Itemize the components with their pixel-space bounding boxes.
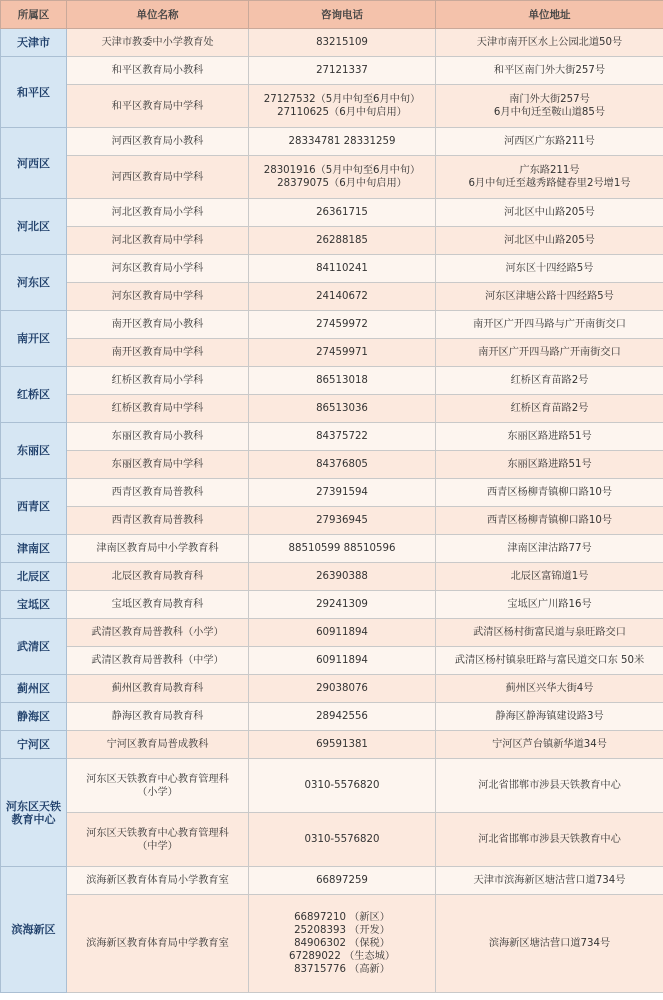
table-row	[1, 813, 663, 867]
unit-name-cell	[67, 507, 249, 535]
district-cell: 河北区	[1, 199, 67, 255]
table-row	[1, 339, 663, 367]
phone-cell	[249, 156, 436, 199]
table-row	[1, 535, 663, 563]
unit-name-cell	[67, 451, 249, 479]
header-unit-name: 单位名称	[67, 1, 249, 29]
phone-cell-line: 0310-5576820	[304, 780, 380, 791]
address-cell-line: 宝坻区广川路16号	[507, 599, 592, 610]
phone-cell-line: 27127532（5月中旬至6月中旬）	[263, 94, 421, 105]
unit-name-cell	[67, 311, 249, 339]
unit-name-cell-line: 河东区教育局小学科	[111, 263, 204, 274]
unit-name-cell-line: 蓟州区教育局教育科	[111, 683, 204, 694]
address-cell	[436, 647, 663, 675]
header-row	[1, 1, 663, 29]
address-cell-line: 天津市南开区水上公园北道50号	[476, 37, 623, 48]
phone-cell-line: 60911894	[316, 655, 368, 666]
phone-cell	[249, 563, 436, 591]
district-cell: 津南区	[1, 535, 67, 563]
table-row	[1, 255, 663, 283]
unit-name-cell-line: 和平区教育局中学科	[111, 100, 204, 112]
address-cell-line: 西青区杨柳青镇柳口路10号	[486, 515, 613, 526]
unit-name-cell-line: 宁河区教育局普成教科	[106, 739, 209, 750]
address-cell-line: 6月中旬迁至鞍山道85号	[493, 107, 606, 118]
table-row	[1, 731, 663, 759]
address-cell-line: 东丽区路进路51号	[507, 431, 592, 442]
unit-name-cell-line: 东丽区教育局中学科	[111, 459, 204, 470]
address-cell-line: 广东路211号	[519, 165, 580, 176]
table-row	[1, 199, 663, 227]
phone-cell-line: 26361715	[316, 207, 368, 218]
address-cell	[436, 156, 663, 199]
address-cell-line: 滨海新区塘沽营口道734号	[488, 938, 611, 949]
address-cell	[436, 423, 663, 451]
phone-cell	[249, 29, 436, 57]
address-cell-line: 武清区杨村镇泉旺路与富民道交口东 50米	[454, 655, 645, 666]
district-cell: 西青区	[1, 479, 67, 535]
district-cell: 武清区	[1, 619, 67, 675]
unit-name-cell-line: 河西区教育局小教科	[111, 136, 204, 147]
unit-name-cell-line: 河东区天铁教育中心教育管理科	[86, 827, 229, 839]
unit-name-cell	[67, 619, 249, 647]
address-cell-line: 北辰区富锦道1号	[510, 571, 589, 582]
table-body	[1, 29, 663, 993]
unit-name-cell	[67, 29, 249, 57]
table-row	[1, 563, 663, 591]
phone-cell	[249, 367, 436, 395]
address-cell	[436, 759, 663, 813]
unit-name-cell	[67, 703, 249, 731]
address-cell	[436, 283, 663, 311]
address-cell	[436, 507, 663, 535]
table-row	[1, 591, 663, 619]
unit-name-cell	[67, 156, 249, 199]
address-cell	[436, 731, 663, 759]
phone-cell-line: 26288185	[316, 235, 368, 246]
unit-name-cell-line: 滨海新区教育体育局中学教育室	[86, 938, 229, 949]
unit-name-cell	[67, 591, 249, 619]
phone-cell	[249, 255, 436, 283]
address-cell-line: 津南区津沽路77号	[507, 543, 592, 554]
table-row	[1, 647, 663, 675]
phone-cell	[249, 867, 436, 895]
district-cell: 宁河区	[1, 731, 67, 759]
district-cell: 河西区	[1, 128, 67, 199]
unit-name-cell-line: 河东区天铁教育中心教育管理科	[86, 773, 229, 785]
district-cell: 河东区天铁教育中心	[1, 759, 67, 867]
phone-cell-line: 0310-5576820	[304, 834, 380, 845]
phone-cell-line: 28942556	[316, 711, 368, 722]
unit-name-cell	[67, 563, 249, 591]
table-row	[1, 479, 663, 507]
unit-name-cell-line: 西青区教育局普教科	[111, 515, 204, 526]
address-cell-line: 南开区广开四马路与广开南街交口	[473, 319, 626, 330]
unit-name-cell	[67, 731, 249, 759]
phone-cell-line: 27110625（6月中旬启用）	[277, 107, 407, 118]
phone-cell	[249, 128, 436, 156]
unit-name-cell	[67, 367, 249, 395]
table-row	[1, 311, 663, 339]
phone-cell-line: 66897210 （新区）	[294, 912, 390, 923]
address-cell-line: 蓟州区兴华大街4号	[505, 683, 594, 694]
address-cell	[436, 227, 663, 255]
district-cell: 滨海新区	[1, 867, 67, 993]
phone-cell	[249, 311, 436, 339]
unit-name-cell	[67, 675, 249, 703]
phone-cell	[249, 85, 436, 128]
phone-cell-line: 60911894	[316, 627, 368, 638]
address-cell	[436, 57, 663, 85]
phone-cell-line: 84110241	[316, 263, 368, 274]
address-cell	[436, 591, 663, 619]
table-row	[1, 367, 663, 395]
table-row	[1, 395, 663, 423]
unit-name-cell-line: 武清区教育局普教科（小学）	[91, 627, 224, 638]
address-cell-line: 河北省邯郸市涉县天铁教育中心	[478, 834, 621, 845]
unit-name-cell	[67, 535, 249, 563]
address-cell	[436, 813, 663, 867]
address-cell	[436, 451, 663, 479]
address-cell	[436, 867, 663, 895]
unit-name-cell	[67, 85, 249, 128]
address-cell	[436, 128, 663, 156]
unit-name-cell	[67, 867, 249, 895]
address-cell-line: 6月中旬迁至越秀路健春里2号增1号	[468, 178, 631, 189]
address-cell	[436, 367, 663, 395]
district-cell: 静海区	[1, 703, 67, 731]
district-cell: 河东区	[1, 255, 67, 311]
unit-name-cell	[67, 255, 249, 283]
address-cell	[436, 339, 663, 367]
phone-cell	[249, 339, 436, 367]
unit-name-cell	[67, 227, 249, 255]
unit-name-cell	[67, 759, 249, 813]
table-row	[1, 895, 663, 993]
phone-cell-line: 29038076	[316, 683, 368, 694]
district-cell: 天津市	[1, 29, 67, 57]
address-cell-line: 西青区杨柳青镇柳口路10号	[486, 487, 613, 498]
unit-name-cell	[67, 647, 249, 675]
address-cell	[436, 675, 663, 703]
address-cell-line: 河北区中山路205号	[504, 207, 595, 218]
phone-cell	[249, 647, 436, 675]
phone-cell-line: 28379075（6月中旬启用）	[277, 178, 407, 189]
phone-cell-line: 27121337	[316, 65, 368, 76]
unit-name-cell-line: 北辰区教育局教育科	[111, 571, 204, 582]
phone-cell	[249, 395, 436, 423]
unit-name-cell-line: 静海区教育局教育科	[111, 711, 204, 722]
address-cell-line: 河东区津塘公路十四经路5号	[485, 291, 614, 302]
unit-name-cell-line: 河西区教育局中学科	[111, 171, 204, 183]
unit-name-cell-line: 宝坻区教育局教育科	[111, 599, 204, 610]
header-phone: 咨询电话	[249, 1, 436, 29]
unit-name-cell	[67, 813, 249, 867]
unit-name-cell-line: 南开区教育局中学科	[111, 347, 204, 358]
address-cell	[436, 395, 663, 423]
unit-name-cell-line: 河北区教育局中学科	[111, 235, 204, 246]
unit-name-cell-line: 津南区教育局中小学教育科	[96, 543, 219, 554]
address-cell-line: 河西区广东路211号	[504, 136, 595, 147]
address-cell-line: 东丽区路进路51号	[507, 459, 592, 470]
phone-cell-line: 86513018	[316, 375, 368, 386]
phone-cell-line: 66897259	[316, 875, 368, 886]
address-cell	[436, 311, 663, 339]
phone-cell-line: 27459971	[316, 347, 368, 358]
table-row	[1, 156, 663, 199]
phone-cell-line: 27459972	[316, 319, 368, 330]
address-cell-line: 红桥区育苗路2号	[510, 403, 589, 414]
district-cell: 蓟州区	[1, 675, 67, 703]
phone-cell	[249, 759, 436, 813]
phone-cell	[249, 423, 436, 451]
district-cell: 红桥区	[1, 367, 67, 423]
unit-name-cell-line: 河东区教育局中学科	[111, 291, 204, 302]
unit-name-cell	[67, 199, 249, 227]
address-cell	[436, 535, 663, 563]
district-cell: 宝坻区	[1, 591, 67, 619]
phone-cell	[249, 591, 436, 619]
address-cell-line: 红桥区育苗路2号	[510, 375, 589, 386]
unit-name-cell-line: 滨海新区教育体育局小学教育室	[86, 875, 229, 886]
district-cell: 北辰区	[1, 563, 67, 591]
phone-cell	[249, 57, 436, 85]
address-cell-line: 静海区静海镇建设路3号	[495, 711, 604, 722]
table-row	[1, 57, 663, 85]
address-cell-line: 河北区中山路205号	[504, 235, 595, 246]
phone-cell	[249, 731, 436, 759]
phone-cell	[249, 227, 436, 255]
district-cell: 东丽区	[1, 423, 67, 479]
unit-name-cell-line: 和平区教育局小教科	[111, 65, 204, 76]
unit-name-cell-line: 西青区教育局普教科	[111, 487, 204, 498]
table-row	[1, 507, 663, 535]
unit-name-cell	[67, 128, 249, 156]
phone-cell	[249, 507, 436, 535]
unit-name-cell	[67, 57, 249, 85]
phone-cell	[249, 813, 436, 867]
phone-cell-line: 83215109	[316, 37, 368, 48]
phone-cell-line: 26390388	[316, 571, 368, 582]
phone-cell	[249, 283, 436, 311]
phone-cell	[249, 451, 436, 479]
address-cell	[436, 29, 663, 57]
table-row	[1, 867, 663, 895]
district-cell: 南开区	[1, 311, 67, 367]
table-row	[1, 759, 663, 813]
address-cell-line: 南门外大街257号	[509, 94, 590, 105]
table-row	[1, 619, 663, 647]
unit-name-cell	[67, 479, 249, 507]
address-cell-line: 天津市滨海新区塘沽营口道734号	[473, 875, 626, 886]
unit-name-cell-line: 南开区教育局小教科	[111, 319, 204, 330]
unit-name-cell-line: 河北区教育局小学科	[111, 207, 204, 218]
unit-name-cell-line: 东丽区教育局小教科	[111, 431, 204, 442]
unit-name-cell-line: 红桥区教育局中学科	[111, 403, 204, 414]
unit-name-cell	[67, 423, 249, 451]
table-row	[1, 703, 663, 731]
phone-cell-line: 83715776 （高新）	[294, 964, 390, 975]
address-cell-line: 河东区十四经路5号	[505, 263, 594, 274]
phone-cell-line: 67289022 （生态城）	[288, 951, 396, 962]
table-row	[1, 85, 663, 128]
phone-cell	[249, 535, 436, 563]
phone-cell-line: 25208393 （开发）	[294, 925, 390, 936]
table-row	[1, 451, 663, 479]
phone-cell	[249, 895, 436, 993]
unit-name-cell-line: 红桥区教育局小学科	[111, 375, 204, 386]
table-row	[1, 423, 663, 451]
phone-cell-line: 28334781 28331259	[288, 136, 396, 147]
address-cell	[436, 255, 663, 283]
phone-cell	[249, 199, 436, 227]
unit-name-cell	[67, 339, 249, 367]
phone-cell-line: 86513036	[316, 403, 368, 414]
address-cell	[436, 85, 663, 128]
unit-name-cell-line: 武清区教育局普教科（中学）	[91, 655, 224, 666]
phone-cell	[249, 675, 436, 703]
address-cell-line: 南开区广开四马路广开南街交口	[478, 347, 621, 358]
phone-cell-line: 84375722	[316, 431, 368, 442]
address-cell	[436, 895, 663, 993]
address-cell-line: 宁河区芦台镇新华道34号	[492, 739, 607, 750]
phone-cell	[249, 703, 436, 731]
address-cell-line: 和平区南门外大街257号	[493, 65, 606, 76]
phone-cell-line: 69591381	[316, 739, 368, 750]
address-cell-line: 武清区杨村街富民道与泉旺路交口	[473, 627, 626, 638]
phone-cell-line: 88510599 88510596	[288, 543, 396, 554]
table-row	[1, 227, 663, 255]
phone-cell-line: 29241309	[316, 599, 368, 610]
phone-cell	[249, 479, 436, 507]
phone-cell-line: 27391594	[316, 487, 368, 498]
table-row	[1, 283, 663, 311]
header-district: 所属区	[1, 1, 67, 29]
unit-name-cell	[67, 395, 249, 423]
table-row	[1, 675, 663, 703]
address-cell-line: 河北省邯郸市涉县天铁教育中心	[478, 780, 621, 791]
address-cell	[436, 479, 663, 507]
address-cell	[436, 703, 663, 731]
unit-name-cell-line: 天津市教委中小学教育处	[101, 37, 214, 48]
unit-name-cell	[67, 895, 249, 993]
unit-name-cell	[67, 283, 249, 311]
phone-cell-line: 27936945	[316, 515, 368, 526]
phone-cell-line: 84906302 （保税）	[294, 938, 390, 949]
phone-cell-line: 28301916（5月中旬至6月中旬）	[263, 165, 421, 176]
phone-cell-line: 84376805	[316, 459, 368, 470]
table-row	[1, 29, 663, 57]
table-row	[1, 128, 663, 156]
phone-cell	[249, 619, 436, 647]
address-cell	[436, 199, 663, 227]
unit-name-cell-line: （中学）	[137, 840, 178, 852]
header-address: 单位地址	[436, 1, 663, 29]
phone-cell-line: 24140672	[316, 291, 368, 302]
address-cell	[436, 619, 663, 647]
district-cell: 和平区	[1, 57, 67, 128]
address-cell	[436, 563, 663, 591]
unit-name-cell-line: （小学）	[137, 786, 178, 798]
